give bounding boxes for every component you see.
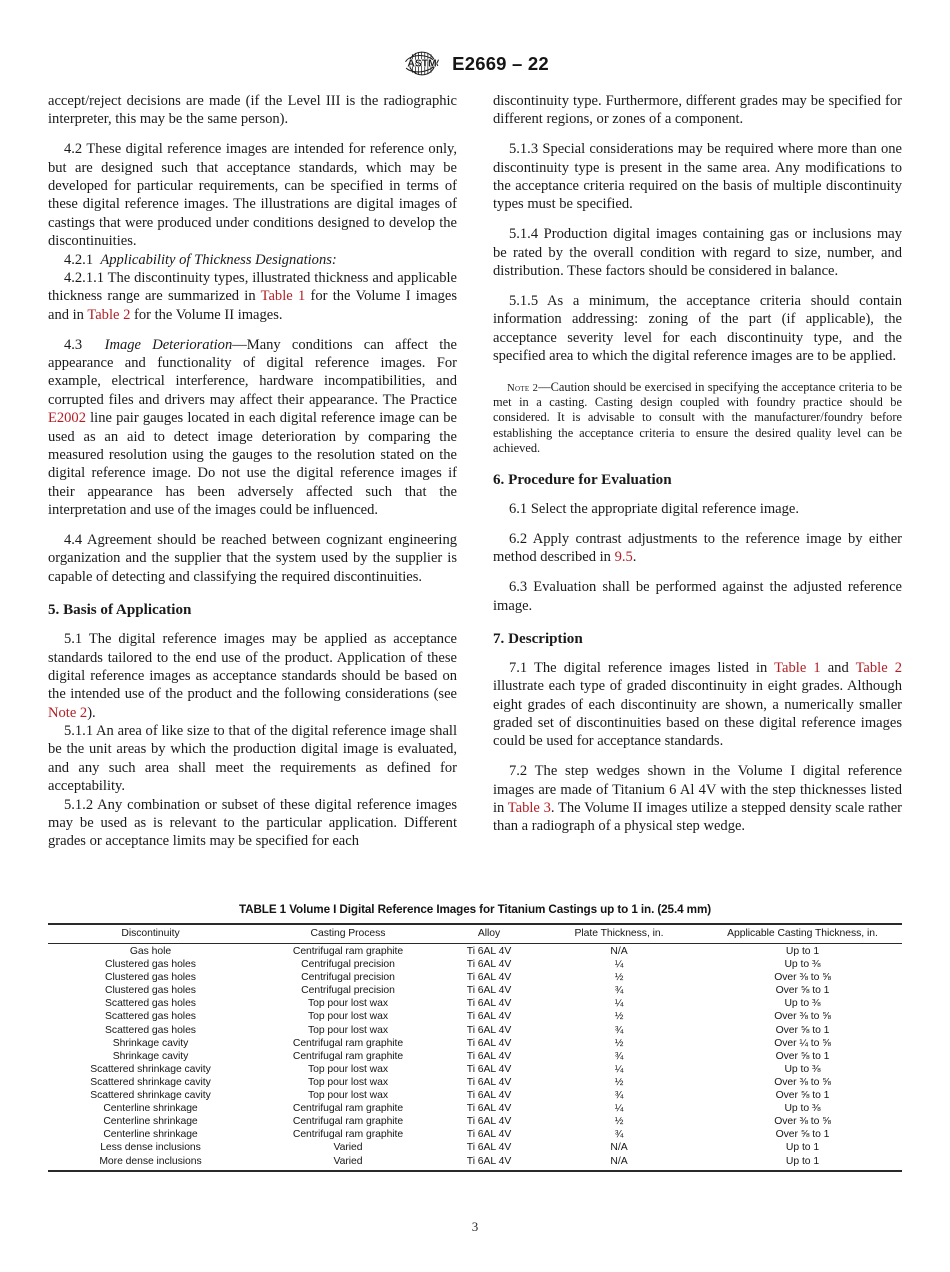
table-cell: Centrifugal ram graphite [292,946,404,957]
clause-title-4-2-1: Applicability of Thickness Designations: [100,251,337,268]
table-cell: ½ [614,1011,624,1023]
page-header [0,48,950,79]
table-cell: Ti 6AL 4V [466,946,512,957]
table-cell: Over ⅜ to ⅝ [774,1011,831,1023]
paragraph-5-1-1: 5.1.1 An area of like size to that of the digital reference image shall be the unit areas by which the production digital image is evaluated, and any such area shall meet the requirements as defined for acceptability. [48,723,457,795]
table-cell: ½ [614,1116,624,1128]
clause-6-2-text-a: 6.2 Apply contrast adjustments to the reference image by either method described in [493,530,902,566]
table-cell: Ti 6AL 4V [466,1129,512,1141]
table-cell: ¼ [614,1063,624,1075]
table-cell: Ti 6AL 4V [466,1037,512,1049]
table-1-body [48,943,902,1171]
table-cell: Clustered gas holes [105,985,196,997]
table-cell: Over ⅜ to ⅝ [774,972,831,984]
clause-7-1-text-c: illustrate each type of graded discontinuity in eight grades. Although eight grades of each discontinuity are shown, a numerically smaller graded set of discontinuities based on these digital reference images could be used for acceptance standards. [493,678,902,750]
table-cell: Centrifugal ram graphite [292,1129,404,1141]
paragraph-4-2-1-1 [48,269,457,324]
table-cell: Up to 1 [785,946,820,957]
table-cell: Centrifugal ram graphite [292,1116,404,1128]
link-table-2[interactable]: Table 2 [87,306,131,323]
table-cell: Top pour lost wax [307,1076,388,1088]
table-row [48,997,902,1010]
table-cell: ½ [614,1076,624,1088]
table-cell: Centrifugal ram graphite [292,1050,404,1062]
table-cell: Ti 6AL 4V [466,1063,512,1075]
left-column [48,92,457,851]
table-cell: ¾ [614,1129,624,1141]
table-cell: Up to ⅜ [784,1063,821,1075]
right-column [493,92,902,851]
table-row [48,1141,902,1154]
section-heading-7: 7. Description [493,630,583,647]
note-2-text: —Caution should be exercised in specifying the acceptance criteria to be met in a casting. Casting design coupled with foundry practice should be considered. It is advisable to consult with the manufacturer/foundry before establishing the acceptance criteria to ensure the desired quality level can be achieved. [493,379,902,455]
paragraph-4-4: 4.4 Agreement should be reached between cognizant engineering organization and the supplier that the system used by the supplier is capable of detecting and classifying the required discontinuities. [48,532,457,585]
table-cell: Gas hole [129,946,172,957]
table-cell: Centerline shrinkage [103,1116,198,1128]
table-cell: Ti 6AL 4V [466,1076,512,1088]
table-row [48,1050,902,1063]
table-cell: ¾ [614,1024,624,1036]
paragraph-7-1 [493,659,902,751]
table-cell: N/A [610,1155,628,1167]
table-cell: Varied [333,1155,363,1167]
clause-4-2-1-1-text-a: 4.2.1.1 The discontinuity types, illustrated thickness and applicable thickness range are summarized in [48,270,457,305]
table-cell: Scattered shrinkage cavity [90,1090,211,1102]
link-table-3[interactable]: Table 3 [507,800,551,817]
table-row [48,1089,902,1102]
table-cell: Ti 6AL 4V [466,998,512,1010]
table-row [48,958,902,971]
table-cell: ¾ [614,1090,624,1102]
clause-4-3-text-b: line pair gauges located in each digital reference image can be used as an aid to detect image deterioration by comparing the measured resolution using the gauges to the resolution stated on the digital reference image. Do not use the digital reference images if their appearance has been adversely affected such that the interpretation and use of the images could be influenced. [48,410,457,519]
clause-5-1-text-b: ). [87,704,96,721]
two-column-body [48,92,902,851]
table-cell: Clustered gas holes [105,959,196,971]
table-row [48,1063,902,1076]
link-table-1[interactable]: Table 1 [260,288,306,305]
link-9-5[interactable]: 9.5 [614,549,633,566]
clause-7-1-text-a: 7.1 The digital reference images listed in [509,659,775,676]
table-cell: ¼ [614,959,624,971]
paragraph-continuation: discontinuity type. Furthermore, different grades may be specified for different regions, or zones of a component. [493,93,902,128]
paragraph-7-2 [493,762,902,836]
table-cell: ¼ [614,1103,624,1115]
table-cell: Ti 6AL 4V [466,1050,512,1062]
table-cell: Centerline shrinkage [103,1129,198,1141]
table-cell: Shrinkage cavity [112,1037,189,1049]
table-cell: ½ [614,1037,624,1049]
table-cell: Ti 6AL 4V [466,1103,512,1115]
table-cell: Top pour lost wax [307,1063,388,1075]
table-cell: Over ⅜ to ⅝ [774,1076,831,1088]
table-cell: Less dense inclusions [100,1142,201,1154]
standard-designation: E2669 – 22 [452,52,549,74]
table-cell: Centrifugal precision [301,959,395,971]
table-cell: Ti 6AL 4V [466,985,512,997]
table-row [48,971,902,984]
table-cell: Ti 6AL 4V [466,1142,512,1154]
table-cell: Top pour lost wax [307,1011,388,1023]
table-cell: Top pour lost wax [307,998,388,1010]
table-cell: Ti 6AL 4V [466,1116,512,1128]
paragraph-4-3 [48,336,457,520]
paragraph-5-1-2: 5.1.2 Any combination or subset of these digital reference images may be used as is relevant to the particular application. Different grades or acceptance limits may be specified for each [48,796,457,850]
page-number: 3 [471,1219,479,1234]
table-cell: Centrifugal precision [301,985,395,997]
clause-7-2-text-a: 7.2 The step wedges shown in the Volume I digital reference images are made of Titanium 6 Al 4V with the step thicknesses listed in [493,763,902,817]
link-table-1-b[interactable]: Table 1 [774,659,821,676]
table-cell: Ti 6AL 4V [466,972,512,984]
table-cell: Varied [333,1142,363,1154]
clause-4-3-text-a: —Many conditions can affect the appearance and functionality of digital reference images. For example, electrical interference, hardware incompatibilities, and corrupted files and drivers may affect their appearance. The Practice [48,336,457,408]
paragraph-5-1-4: 5.1.4 Production digital images containing gas or inclusions may be rated by the overall condition with regard to size, number, and distribution. These factors should be considered in balance. [493,226,902,280]
table-cell: Centerline shrinkage [103,1103,198,1115]
table-cell: N/A [610,946,628,957]
link-note-2[interactable]: Note 2 [48,704,88,721]
paragraph-4-2-1 [48,251,457,269]
table-cell: ¾ [614,1050,624,1062]
table-cell: Ti 6AL 4V [466,1024,512,1036]
note-2-block [493,380,902,457]
table-cell: Centrifugal ram graphite [292,1037,404,1049]
table-cell: Over ⅝ to 1 [775,1090,830,1102]
table-cell: ¾ [614,985,624,997]
clause-5-1-text-a: 5.1 The digital reference images may be applied as acceptance standards tailored to the end use of the product. Application of these digital reference images as acceptance standards should be based on the intended use of the product and the following considerations (see [48,631,457,703]
link-e2002[interactable]: E2002 [48,410,86,427]
table-cell: Ti 6AL 4V [466,1155,512,1167]
table-row [48,1024,902,1037]
clause-7-2-text-b: . The Volume II images utilize a stepped density scale rather than a radiograph of a physical step wedge. [493,800,902,835]
table-1-container [48,903,902,1172]
table-cell: Ti 6AL 4V [466,1090,512,1102]
paragraph-5-1-5: 5.1.5 As a minimum, the acceptance criteria should contain information addressing: zoning of the part (if applicable), the acceptance severity level for each discontinuity type, and the specified area to which the digital reference images are to be applied. [493,293,902,365]
table-cell: Ti 6AL 4V [466,1011,512,1023]
table-cell: Clustered gas holes [105,972,196,984]
table-cell: N/A [610,1142,628,1154]
table-cell: Over ¼ to ⅝ [774,1037,831,1049]
clause-4-2-1-1-text-b: for the Volume I images and in [48,288,457,323]
table-cell: Up to 1 [785,1155,820,1167]
paragraph-6-3: 6.3 Evaluation shall be performed against the adjusted reference image. [493,579,902,614]
table-cell: Up to ⅜ [784,998,821,1010]
table-cell: Scattered shrinkage cavity [90,1076,211,1088]
table-row [48,943,902,958]
table-row [48,984,902,997]
table-cell: Over ⅝ to 1 [775,985,830,997]
astm-logo-icon [401,48,443,79]
clause-number-4-3: 4.3 [64,336,83,353]
paragraph-4-2: 4.2 These digital reference images are intended for reference only, but are designed such that acceptance standards, which may be developed for particular requirements, can be specified in terms of these digital reference images. The illustrations are digital images of castings that were produced under conditions designed to develop the discontinuities. [48,141,457,250]
svg-text:ASTM: ASTM [407,58,437,70]
table-cell: Up to 1 [785,1142,820,1154]
table-row [48,1037,902,1050]
column-header-discontinuity: Discontinuity [121,928,180,939]
table-cell: Scattered gas holes [105,998,196,1010]
paragraph-6-1: 6.1 Select the appropriate digital reference image. [509,501,799,517]
table-row [48,1076,902,1089]
table-cell: Up to ⅜ [784,1103,821,1115]
table-1-title: TABLE 1 Volume I Digital Reference Images for Titanium Castings up to 1 in. (25.4 mm) [238,903,712,916]
table-cell: Over ⅝ to 1 [775,1024,830,1036]
paragraph-6-2 [493,530,902,567]
clause-7-1-text-b: and [820,659,856,676]
column-header-applicable-casting-thickness: Applicable Casting Thickness, in. [727,928,878,939]
table-cell: Over ⅜ to ⅝ [774,1116,831,1128]
table-cell: Centrifugal precision [301,972,395,984]
link-table-2-b[interactable]: Table 2 [855,659,903,676]
table-cell: Top pour lost wax [307,1024,388,1036]
paragraph-accept-reject: accept/reject decisions are made (if the Level III is the radiographic interpreter, this may be the same person). [48,93,457,128]
table-cell: More dense inclusions [99,1155,202,1167]
section-heading-6: 6. Procedure for Evaluation [493,472,672,489]
table-row [48,1128,902,1141]
table-cell: Shrinkage cavity [112,1050,189,1062]
table-1-head [48,924,902,943]
table-cell: Scattered shrinkage cavity [90,1063,211,1075]
column-header-alloy: Alloy [477,928,501,939]
table-cell: Centrifugal ram graphite [292,1103,404,1115]
table-cell: Over ⅝ to 1 [775,1129,830,1141]
section-heading-5: 5. Basis of Application [48,602,192,619]
table-cell: ½ [614,972,624,984]
table-cell: Scattered gas holes [105,1024,196,1036]
table-cell: ¼ [614,998,624,1010]
table-1 [48,923,902,1172]
table-row [48,1010,902,1023]
clause-6-2-text-b: . [632,549,637,566]
table-cell: Up to ⅜ [784,959,821,971]
table-cell: Scattered gas holes [105,1011,196,1023]
column-header-casting-process: Casting Process [310,928,386,939]
table-cell: Over ⅝ to 1 [775,1050,830,1062]
table-row [48,1154,902,1170]
table-cell: Top pour lost wax [307,1090,388,1102]
clause-number-4-2-1: 4.2.1 [64,251,94,268]
table-cell: Ti 6AL 4V [466,959,512,971]
table-row [48,1115,902,1128]
paragraph-5-1-3: 5.1.3 Special considerations may be required where more than one discontinuity type is present in the same area. Any modifications to the acceptance criteria required on the basis of multiple discontinuity types must be specified. [493,141,902,213]
paragraph-5-1 [48,630,457,722]
column-header-plate-thickness: Plate Thickness, in. [574,928,664,939]
clause-title-4-3: Image Deterioration [104,336,233,353]
table-header-row [48,924,902,943]
table-row [48,1102,902,1115]
clause-4-2-1-1-text-c: for the Volume II images. [130,306,283,323]
note-2-label: Note 2 [507,382,539,394]
